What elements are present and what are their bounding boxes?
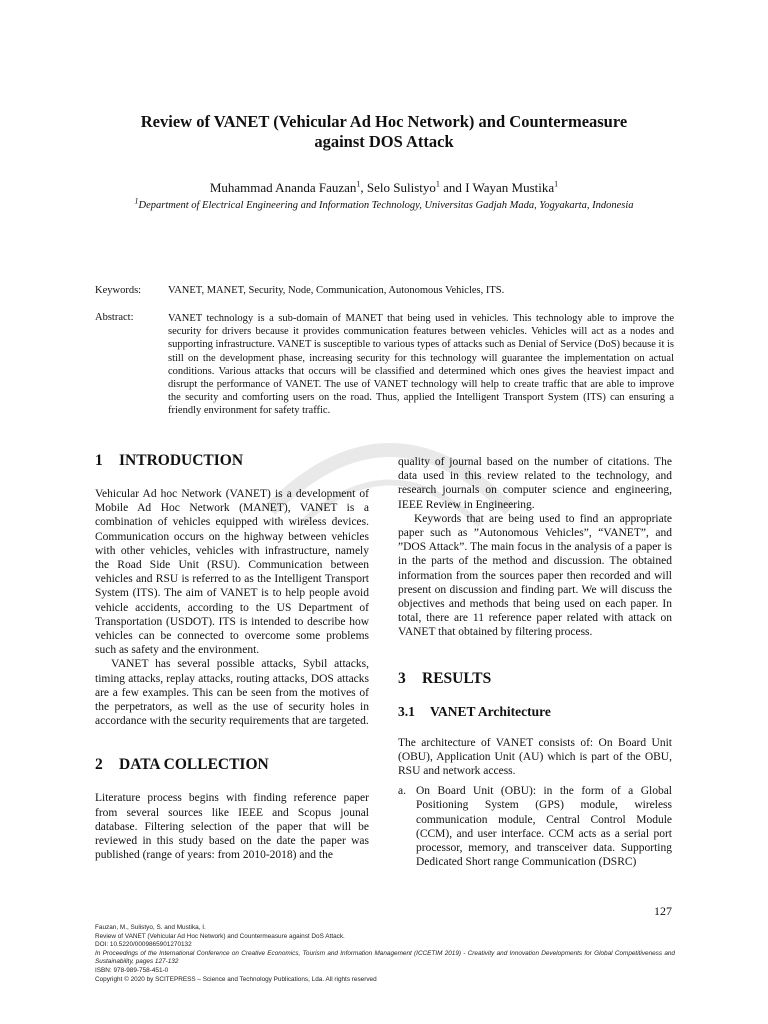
subsection-number: 3.1 bbox=[398, 703, 415, 719]
abstract-text: VANET technology is a sub-domain of MANET that being used in vehicles. This technology able to improve the security for drivers because it provides communication features between vehicles. Vehicles will act as a nodes and supporting infrastructure. VANET is susceptible to various types of attacks such as Denial of Service (DoS) because it is still on the development phase, increasing security for this technology will guarantee the implementation on actual conditions. Various attacks that occurs will be classified and determined which ones gives the heaviest impact and disrupt the performance of VANET. The use of VANET technology will help to create traffic that are able to improve the security and comforting users on the road. Thus, applied the Intelligent Transport System (ITS) can ensuring a friendly environment for safety traffic. bbox=[168, 313, 674, 417]
paper-title bbox=[90, 112, 678, 152]
author-sup: 1 bbox=[435, 179, 440, 189]
title-line-2: against DOS Attack bbox=[314, 132, 454, 151]
section-title: RESULTS bbox=[422, 669, 492, 687]
list-item bbox=[398, 784, 672, 869]
data-paragraph-2: Keywords that are being used to find an appropriate paper such as ”Autonomous Vehicles”, “VANET”, and ”DOS Attack”. The main focus in the analysis of a paper is in the parts of the method and discussion. The obtained information from the sources paper then recorded and will present on discussion and finding part. We will discuss the objectives and methods that being used on each paper. In total, there are 11 reference paper related with attack on VANET that obtained by filtering process. bbox=[398, 512, 672, 639]
list-marker: a. bbox=[398, 785, 406, 798]
right-column bbox=[398, 455, 672, 869]
footer-title: Review of VANET (Vehicular Ad Hoc Network) and Countermeasure against DoS Attack. bbox=[95, 932, 345, 940]
citation-footer bbox=[95, 924, 675, 984]
author-sup: 1 bbox=[554, 179, 559, 189]
keywords-text: VANET, MANET, Security, Node, Communication, Autonomous Vehicles, ITS. bbox=[168, 285, 505, 296]
author-list bbox=[90, 180, 678, 196]
author-name: Muhammad Ananda Fauzan bbox=[209, 180, 357, 195]
affiliation-text: Department of Electrical Engineering and Information Technology, Universitas Gadjah Mada, Yogyakarta, Indonesia bbox=[138, 200, 634, 211]
footer-isbn: ISBN: 978-989-758-451-0 bbox=[95, 966, 169, 974]
author-name: Selo Sulistyo bbox=[366, 180, 436, 195]
section-heading-introduction bbox=[95, 452, 369, 470]
page-number: 127 bbox=[654, 904, 672, 918]
left-column bbox=[95, 452, 369, 862]
footer-copyright: Copyright © 2020 by SCITEPRESS – Science and Technology Publications, Lda. All rights reserved bbox=[95, 975, 377, 983]
subsection-title: VANET Architecture bbox=[430, 703, 551, 719]
subsection-heading-vanet-architecture bbox=[398, 704, 672, 720]
intro-paragraph-2: VANET has several possible attacks, Sybil attacks, timing attacks, replay attacks, routing attacks, DOS attacks are a few examples. This can be seen from the motives of the perpetrators, as well as the use of security holes in accordance with the security requirements that are targeted. bbox=[95, 658, 369, 728]
author-separator: and bbox=[439, 180, 466, 195]
results-paragraph-1: The architecture of VANET consists of: On Board Unit (OBU), Application Unit (AU) which is part of the OBU, RSU and network access. bbox=[398, 736, 672, 778]
footer-doi: DOI: 10.5220/0009865901270132 bbox=[95, 941, 192, 949]
section-heading-data-collection bbox=[95, 756, 369, 774]
section-number: 3 bbox=[398, 669, 406, 687]
title-line-1: Review of VANET (Vehicular Ad Hoc Network) and Countermeasure bbox=[140, 112, 628, 131]
keywords-label: Keywords: bbox=[95, 285, 142, 296]
section-number: 1 bbox=[95, 452, 103, 469]
footer-authors: Fauzan, M., Sulistyo, S. and Mustika, I. bbox=[95, 924, 206, 931]
data-paragraph-1-continued: quality of journal based on the number of citations. The data used in this review related to the technology, and research journals on computer science and engineering, IEEE Review in Engineering. bbox=[398, 456, 672, 511]
author-sup: 1 bbox=[356, 179, 361, 189]
section-number: 2 bbox=[95, 756, 103, 774]
affiliation-sup: 1 bbox=[134, 196, 139, 206]
section-title: INTRODUCTION bbox=[119, 452, 244, 469]
author-separator: , bbox=[360, 180, 367, 195]
abstract-label: Abstract: bbox=[95, 312, 134, 323]
data-paragraph-1: Literature process begins with finding reference paper from several sources like IEEE and Scopus jounal database. Filtering selection of the paper that will be reviewed in this study based on the date the paper was published (range of years: from 2010-2018) and the bbox=[95, 792, 369, 862]
author-name: I Wayan Mustika bbox=[465, 180, 555, 195]
affiliation bbox=[90, 196, 678, 213]
footer-proceedings: In Proceedings of the International Conference on Creative Economics, Tourism and Information Management (ICCETIM 2019) - Creativity and Innovation Developments for Global Competitiveness and Sustainability, pages 127-132 bbox=[95, 949, 675, 966]
intro-paragraph-1: Vehicular Ad hoc Network (VANET) is a development of Mobile Ad Hoc Network (MANET), VANET is a combination of vehicles equipped with wireless devices. Communication occurs on the highway between vehicles with other vehicles, vehicles with infrastructure, namely the Road Side Unit (RSU). Communication between vehicles and RSU is referred to as the Intelligent Transport System (ITS). The aim of VANET is to help people avoid vehicle accidents, according to the US Department of Transportation (USDOT). ITS is intended to describe how vehicles can be connected to overcome some problems such as safety and the environment. bbox=[95, 488, 369, 657]
list-item-text: On Board Unit (OBU): in the form of a Global Positioning System (GPS) module, wireless communication module, Central Control Module (CCM), and user interface. CCM acts as a serial port processor, memory, and transceiver data. Supporting Dedicated Short range Communication (DSRC) bbox=[416, 785, 672, 869]
section-heading-results bbox=[398, 670, 672, 688]
section-title: DATA COLLECTION bbox=[119, 756, 269, 774]
